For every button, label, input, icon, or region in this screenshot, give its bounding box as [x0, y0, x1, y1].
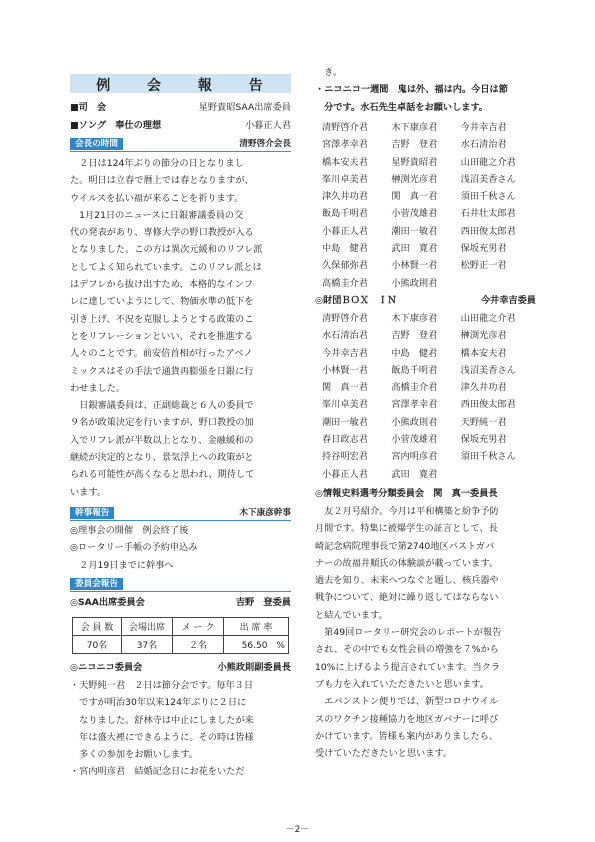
- chair-value: 星野貴昭SAA出席委員: [198, 102, 291, 113]
- smile-donor-name-row: [322, 171, 530, 188]
- smile-donor-name: 潮田一敏君: [391, 225, 438, 237]
- foundation-donor-name: 峯川卓美君: [322, 399, 368, 411]
- president-text-line: 継続が決定的となり、景気浮上への政策がと: [70, 452, 254, 464]
- smile-text-line: ですが明治30年以来124年ぶりに２日に: [70, 697, 247, 709]
- smile-donor-name: 宮澤孝幸君: [322, 139, 368, 151]
- value-members: 70名: [73, 636, 122, 654]
- page-number: －2－: [285, 825, 310, 835]
- smile-donor-name: 清野啓介君: [322, 122, 368, 133]
- smile-continued-line: 分です。水石先生卓話をお願いします。: [315, 101, 489, 113]
- secretary-section-tag: 幹事報告: [70, 507, 114, 519]
- president-text-line: 1月21日のニュースに日銀審議委員の交: [70, 209, 244, 221]
- foundation-box-heading: [315, 292, 536, 309]
- secretary-section-bar: [70, 507, 291, 521]
- foundation-donor-name: 天野純一君: [460, 416, 507, 428]
- smile-donor-name: 久保郁弥君: [322, 260, 368, 272]
- foundation-donor-name: 中島 健君: [391, 347, 438, 359]
- smile-donor-name-row: [322, 205, 530, 222]
- secretary-text-line: ◎理事会の開催 例会終了後: [70, 525, 189, 536]
- president-text-line: はデフレから抜け出すため、本格的なインフ: [70, 279, 254, 291]
- foundation-donor-name: 小暮正人君: [322, 468, 368, 480]
- smile-donor-name: 水石清治君: [460, 139, 507, 151]
- smile-donor-name: 吉野 登君: [391, 139, 438, 151]
- president-text-line: た。明日は立春で暦上では春となりますが、: [70, 175, 254, 187]
- information-text-line: ブも力を入れていただきたいと思います。: [315, 678, 489, 690]
- foundation-donor-name: 小菅茂雄君: [391, 434, 438, 446]
- song-label: ■ソング 奉仕の理想: [70, 120, 162, 131]
- smile-donor-name: 峯川卓美君: [322, 173, 368, 185]
- president-text-line: 引き上げ、不況を克服しようとする政策のこ: [70, 313, 254, 325]
- smile-text-line: ・宮内明彦君 結婚記念日にお花をいただ: [70, 766, 245, 778]
- foundation-donor-name: 山田龍之介君: [460, 313, 516, 324]
- smile-donor-name-row: [322, 119, 530, 136]
- smile-donor-name-row: [322, 223, 530, 240]
- committee-section-tag: 委員会報告: [70, 578, 123, 590]
- smile-person: 小熊政則副委員長: [217, 662, 291, 673]
- secretary-body: [70, 522, 291, 574]
- foundation-donor-name-row: [322, 379, 530, 396]
- foundation-donor-name: 水石清治君: [322, 330, 368, 342]
- foundation-donor-name: 武田 寛君: [391, 468, 438, 480]
- president-text-line: 人々のことです。前安倍首相が行ったアベノ: [70, 348, 253, 360]
- foundation-donor-name-row: [322, 396, 530, 413]
- foundation-donor-name: [461, 466, 530, 483]
- smile-donor-name: 須田千秋さん: [460, 191, 516, 203]
- information-body: [315, 503, 536, 762]
- smile-text-line: なりました。舒林寺は中止にしましたが来: [70, 714, 254, 726]
- foundation-box-title: ◎財団ＢＯＸ ＩＮ: [315, 295, 397, 306]
- foundation-box-name-list: [322, 310, 530, 483]
- foundation-donor-name-row: [322, 448, 530, 465]
- foundation-donor-name-row: [322, 414, 530, 431]
- value-present: 37名: [122, 636, 173, 654]
- smile-donor-name: 小暮正人君: [322, 225, 368, 237]
- smile-donor-name-row: [322, 154, 530, 171]
- smile-donor-name: 津久井功君: [322, 191, 368, 203]
- foundation-donor-name: 高橋圭介君: [391, 382, 438, 394]
- secretary-text-line: ２月19日までに幹事へ: [70, 559, 174, 571]
- smile-donor-name: 中島 健君: [322, 243, 368, 255]
- foundation-donor-name: 浅沼美香さん: [460, 364, 516, 376]
- smile-donor-name: 松野正一君: [460, 260, 507, 272]
- information-text-line: 過去を知り、未来へつなぐと題し、核兵器や: [315, 575, 499, 587]
- foundation-donor-name: 今井幸吉君: [322, 347, 368, 359]
- president-text-line: ウイルスを払い福が来ることを祈ります。: [70, 192, 244, 204]
- president-text-line: 日銀審議委員は、正副総裁と６人の委員で: [70, 400, 254, 412]
- president-text-line: とをリフレーションといい、それを推進する: [70, 330, 254, 342]
- president-section-tag: 会長の時間: [70, 138, 123, 150]
- smile-donor-name: 山田龍之介君: [460, 156, 516, 168]
- foundation-donor-name: 榊渕光彦君: [460, 330, 507, 342]
- foundation-donor-name-row: [322, 327, 530, 344]
- saa-heading: [70, 594, 291, 611]
- smile-donor-name: 小林賢一君: [391, 260, 438, 272]
- saa-title: ◎SAA出席委員会: [70, 597, 145, 608]
- foundation-donor-name-row: [322, 466, 530, 483]
- smile-text-line: 年は盛大裡にできるように。その時は皆様: [70, 731, 254, 743]
- song-line: [70, 117, 291, 134]
- information-text-line: 月間です。特集に被爆学生の証言として、長: [315, 523, 498, 535]
- smile-heading: [70, 659, 291, 676]
- foundation-donor-name: 持谷明宏君: [322, 451, 368, 463]
- president-text-line: わせました。: [70, 382, 126, 394]
- president-text-line: られる可能性が高くなると思われ、期待して: [70, 469, 255, 481]
- smile-title: ◎ニコニコ委員会: [70, 662, 143, 673]
- chair-line: [70, 99, 291, 116]
- president-section-bar: [70, 138, 291, 152]
- information-text-line: 友２月号紹介。今月は平和構築と紛争予防: [315, 506, 499, 517]
- smile-donor-name: 高橋圭介君: [322, 277, 368, 289]
- smile-donor-name: 橋本安夫君: [322, 156, 368, 168]
- information-text-line: かけています。皆様も案内がありましたら、: [315, 730, 499, 742]
- foundation-donor-name: 関 真一君: [322, 382, 368, 394]
- information-text-line: ナーの故福井順氏の体験談が載っています。: [315, 557, 499, 569]
- header-members: 会 員 数: [73, 618, 122, 636]
- smile-donor-name: 星野貴昭君: [391, 156, 438, 168]
- president-text-line: となりました。この方は異次元緩和のリフレ派: [70, 244, 263, 256]
- president-text-line: ミックスはその手法で通貨再膨張を日銀に行: [70, 365, 254, 377]
- smile-donor-name: 小菅茂雄君: [391, 208, 438, 220]
- committee-section-bar: [70, 578, 291, 592]
- foundation-donor-name: 清野啓介君: [322, 313, 368, 324]
- page-title-bar: [70, 74, 291, 93]
- smile-donor-name: 小熊政則君: [391, 277, 438, 289]
- smile-donor-name: 西田俊太郎君: [460, 225, 516, 237]
- president-text-line: としてよく知られています。このリフレ派とは: [70, 261, 262, 273]
- information-text-line: 戦争について、絶対に繰り返してはならない: [315, 592, 499, 604]
- smile-donor-name: 飯島千明君: [322, 208, 368, 220]
- foundation-donor-name: 津久井功君: [460, 382, 507, 394]
- foundation-donor-name: 春日政志君: [322, 434, 368, 446]
- foundation-donor-name: 吉野 登君: [391, 330, 438, 342]
- smile-text-line: 多くの参加をお願いします。: [70, 749, 198, 761]
- foundation-donor-name: 西田俊太郎君: [460, 399, 516, 411]
- saa-person: 吉野 登委員: [235, 597, 291, 608]
- smile-donor-name-row: [322, 257, 530, 274]
- information-text-line: 第49回ロータリー研究会のレポートが報告: [315, 627, 502, 639]
- foundation-donor-name: 木下康彦君: [391, 313, 438, 324]
- president-text-line: レに達していようにして、物価水準の低下を: [70, 296, 254, 308]
- secretary-speaker: 木下康彦幹事: [239, 508, 291, 518]
- smile-donor-name: 関 真一君: [391, 191, 438, 203]
- header-makeup: メ ー ク: [173, 618, 224, 636]
- smile-donor-name: 今井幸吉君: [460, 122, 507, 133]
- smile-donor-name: 榊渕光彦君: [391, 173, 438, 185]
- president-body: [70, 155, 291, 501]
- information-text-line: スのワクチン接種協力を地区ガバナーに呼び: [315, 713, 499, 725]
- foundation-donor-name: 保坂充男君: [460, 434, 507, 446]
- attendance-table: [72, 617, 289, 654]
- information-text-line: 受けていただきたいと思います。: [315, 748, 453, 760]
- foundation-box-person: 今井幸吉委員: [480, 295, 536, 306]
- foundation-donor-name-row: [322, 362, 530, 379]
- foundation-donor-name-row: [322, 310, 530, 327]
- foundation-donor-name: 潮田一敏君: [322, 416, 368, 428]
- president-text-line: ２日は124年ぶりの節分の日となりまし: [70, 158, 244, 169]
- information-text-line: 10%に上げるよう提言されています。当クラ: [315, 661, 501, 673]
- smile-donor-name: 木下康彦君: [391, 122, 438, 133]
- smile-donor-name-row: [322, 188, 530, 205]
- header-present: 会場出席: [122, 618, 173, 636]
- attendance-header-row: [73, 618, 289, 636]
- smile-continued-body: [315, 64, 536, 116]
- president-speaker: 清野啓介会長: [239, 139, 291, 149]
- information-text-line: と結んでいます。: [315, 609, 388, 621]
- president-text-line: ９名が政策決定を行いますが、野口教授の加: [70, 417, 254, 429]
- smile-text-line: ・天野純一君 ２日は節分会です。毎年３日: [70, 680, 254, 691]
- foundation-donor-name: 橋本安夫君: [460, 347, 507, 359]
- smile-continued-line: ・ニコニコ一週間 鬼は外、福は内。今日は節: [315, 84, 508, 96]
- president-text-line: います。: [70, 486, 107, 498]
- smile-donor-name-row: [322, 275, 530, 292]
- smile-donor-name: 浅沼美香さん: [460, 173, 516, 185]
- smile-name-list: [322, 119, 530, 292]
- value-makeup: ２名: [173, 636, 224, 654]
- smile-donor-name-row: [322, 136, 530, 153]
- foundation-donor-name: 宮内明彦君: [391, 451, 438, 463]
- information-text-line: エバンストン便りでは、新型コロナウイル: [315, 696, 499, 708]
- information-heading: ◎情報史料選考分類委員会 関 真一委員長: [315, 488, 498, 499]
- smile-donor-name: 石井壮太郎君: [460, 208, 516, 220]
- information-text-line: 崎記念病院理事長で第2740地区パストガバ: [315, 540, 495, 552]
- smile-donor-name: [461, 275, 530, 292]
- chair-label: ■司 会: [70, 102, 107, 113]
- smile-donor-name-row: [322, 240, 530, 257]
- song-value: 小暮正人君: [245, 120, 291, 131]
- foundation-donor-name: 小林賢一君: [322, 364, 368, 376]
- foundation-donor-name: 宮澤孝幸君: [391, 399, 438, 411]
- attendance-value-row: [73, 636, 289, 654]
- president-text-line: 代の発表があり、専修大学の野口教授が入る: [70, 227, 254, 239]
- foundation-donor-name-row: [322, 431, 530, 448]
- smile-body: [70, 677, 291, 781]
- smile-donor-name: 武田 寛君: [391, 243, 438, 255]
- smile-donor-name: 保坂充男君: [460, 243, 507, 255]
- foundation-donor-name-row: [322, 345, 530, 362]
- value-rate: 56.50 %: [224, 636, 289, 654]
- information-text-line: され、その中でも女性会員の増強を７%から: [315, 644, 499, 656]
- foundation-donor-name: 小熊政則君: [391, 416, 438, 428]
- secretary-text-line: ◎ロータリー手帳の予約申込み: [70, 542, 198, 554]
- foundation-donor-name: 須田千秋さん: [460, 451, 516, 463]
- smile-continued-line: き。: [315, 67, 343, 78]
- page-title: 例 会 報 告: [96, 78, 279, 94]
- president-text-line: 入でリフレ派が半数以上となり、金融緩和の: [70, 434, 254, 446]
- foundation-donor-name: 飯島千明君: [391, 364, 438, 376]
- header-rate: 出 席 率: [224, 618, 289, 636]
